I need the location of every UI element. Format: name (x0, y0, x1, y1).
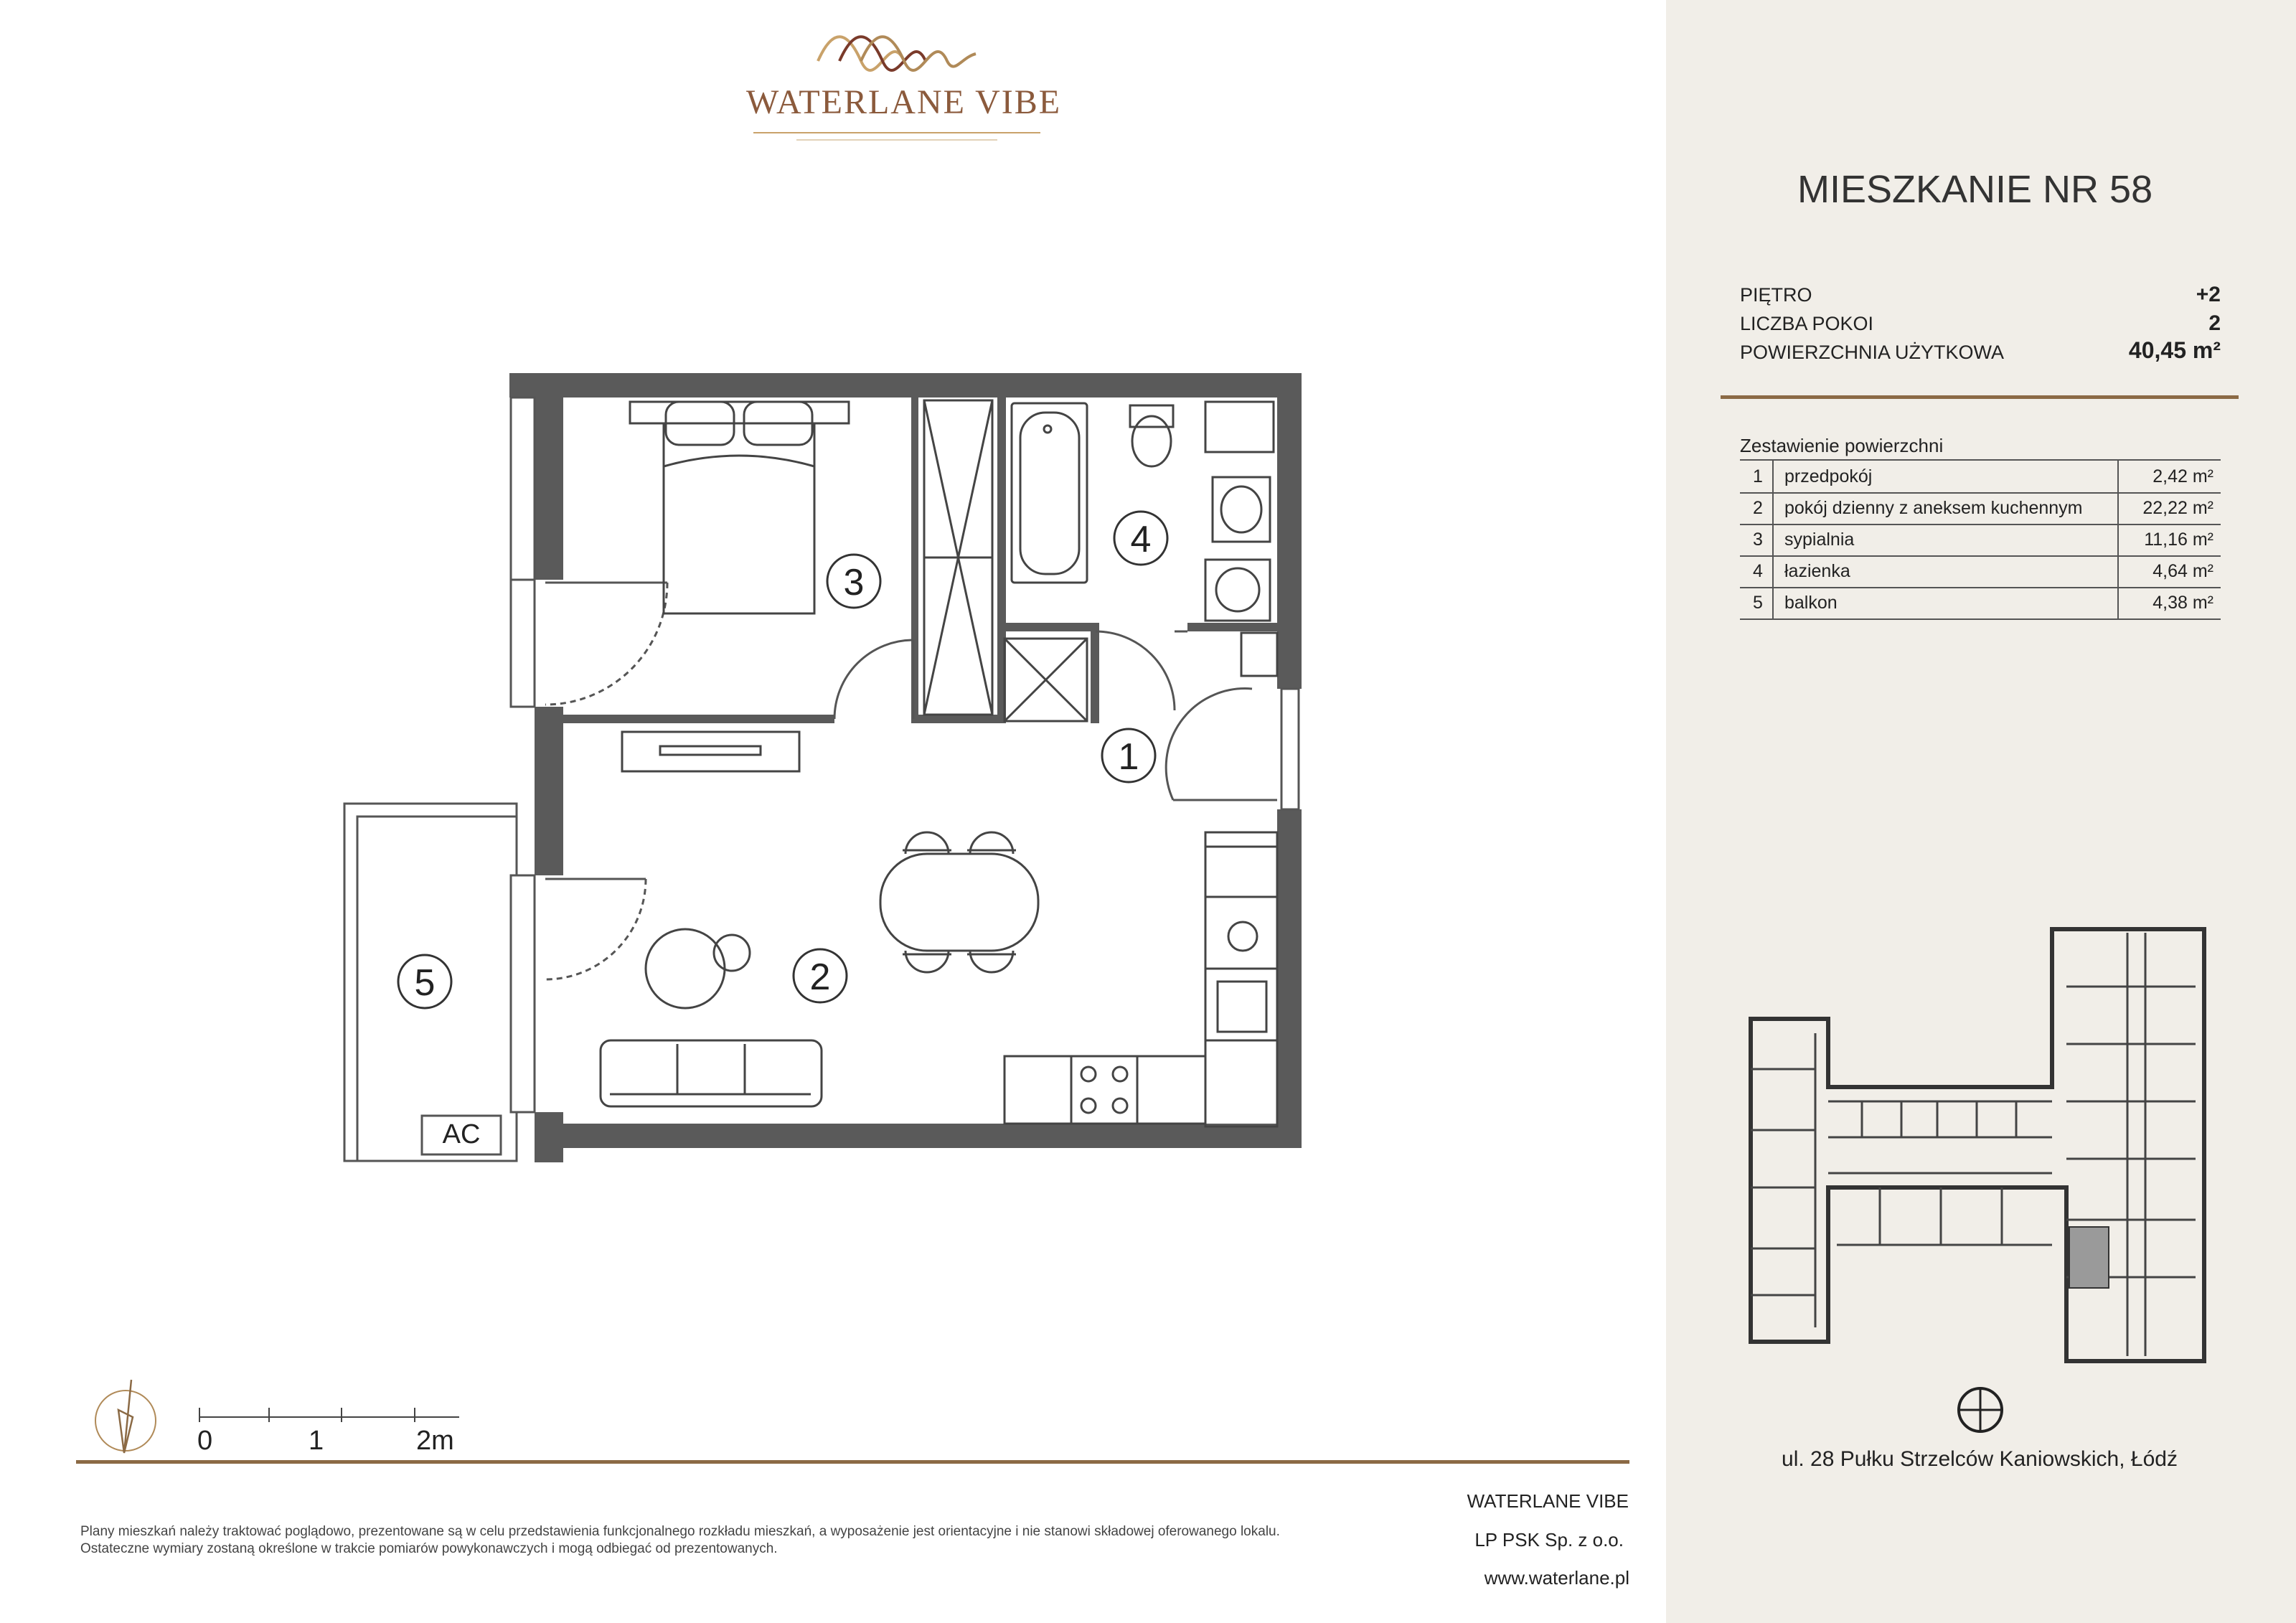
footer-entity: LP PSK Sp. z o.o. (1474, 1529, 1624, 1551)
brand-wordmark: WATERLANE VIBE (746, 83, 1062, 121)
ac-label: AC (442, 1119, 481, 1149)
disclaimer-line-2: Ostateczne wymiary zostaną określone w trakcie pomiarów powykonawczych i mogą odbiegać od prezentowanych. (80, 1541, 778, 1556)
walls (509, 373, 1302, 1162)
room-number-5: 5 (414, 962, 436, 1004)
room-number-1: 1 (1118, 736, 1139, 778)
scale-label-1: 1 (309, 1426, 324, 1456)
summary-row: 4 łazienka 4,64 m² (1740, 555, 2221, 588)
address: ul. 28 Pułku Strzelców Kaniowskich, Łódź (1782, 1447, 2178, 1471)
rooms-label: LICZBA POKOI (1740, 313, 1874, 334)
compass-icon (1955, 1385, 2005, 1435)
north-arrow-icon (90, 1374, 169, 1464)
room-number-2: 2 (809, 956, 831, 998)
footer-company: WATERLANE VIBE (1467, 1490, 1629, 1512)
floor-label: PIĘTRO (1740, 284, 1812, 306)
summary-row: 2 pokój dzienny z aneksem kuchennym 22,22 m² (1740, 492, 2221, 525)
scale-label-2: 2m (416, 1426, 454, 1456)
panel-divider (1721, 395, 2239, 399)
scale-label-0: 0 (197, 1426, 213, 1456)
kitchen (1004, 832, 1277, 1126)
floor-plan (337, 359, 1313, 1170)
footer-website[interactable]: www.waterlane.pl (1484, 1567, 1629, 1589)
scale-bar (194, 1406, 466, 1428)
floor-value: +2 (2196, 283, 2221, 306)
summary-row: 5 balkon 4,38 m² (1740, 587, 2221, 620)
summary-row: 1 przedpokój 2,42 m² (1740, 461, 2221, 494)
room-number-4: 4 (1130, 519, 1152, 560)
apartment-title: MIESZKANIE NR 58 (1797, 168, 2153, 211)
area-value: 40,45 m² (2128, 337, 2221, 363)
room-number-3: 3 (843, 562, 865, 603)
summary-row: 3 sypialnia 11,16 m² (1740, 524, 2221, 557)
bed (630, 402, 849, 613)
info-panel (1666, 0, 2296, 1623)
area-label: POWIERZCHNIA UŻYTKOWA (1740, 342, 2005, 363)
building-key-plan (1729, 918, 2217, 1378)
sofa (601, 1040, 822, 1106)
rooms-value: 2 (2208, 311, 2221, 335)
disclaimer-line-1: Plany mieszkań należy traktować poglądowo, prezentowane są w celu przedstawienia funkcjonalnego rozkładu mieszkań, a wyposażenie jest orientacyjne i nie stanowi składowej oferowanego lokalu. (80, 1524, 1280, 1539)
apartment-highlight (2069, 1227, 2109, 1288)
footer-divider (76, 1460, 1629, 1464)
summary-heading: Zestawienie powierzchni (1740, 435, 1944, 456)
